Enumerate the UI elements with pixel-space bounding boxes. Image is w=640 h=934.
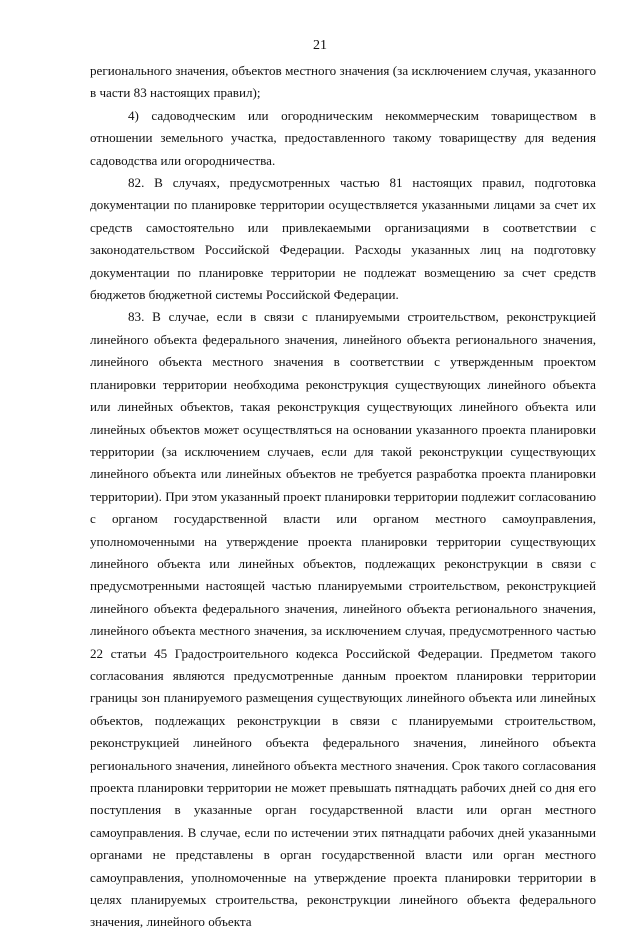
paragraph-83: 83. В случае, если в связи с планируемыми строительством, реконструкцией линейного объекта федерального значения, линейного объекта регионального значения, линейного объекта местного значения в соответствии с утвержденным проектом планировки территории необходима реконструкция существующих линейного объекта или линейных объектов, такая реконструкция существующих линейного объекта или линейных объектов может осуществляться на основании указанного проекта планировки территории (за исключением случаев, если для такой реконструкции существующих линейного объекта или линейных объектов не требуется разработка проекта планировки территории). При этом указанный проект планировки территории подлежит согласованию с органом государственной власти или органом местного самоуправления, уполномоченными на утверждение проекта планировки территории существующих линейного объекта или линейных объектов, подлежащих реконструкции в связи с предусмотренными настоящей частью планируемыми строительством, реконструкцией линейного объекта федерального значения, линейного объекта регионального значения, линейного объекта местного значения, за исключением случая, предусмотренного частью 22 статьи 45 Градостроительного кодекса Российской Федерации. Предметом такого согласования являются предусмотренные данным проектом планировки территории границы зон планируемого размещения существующих линейного объекта или линейных объектов, подлежащих реконструкции в связи с планируемыми строительством, реконструкцией линейного объекта федерального значения, линейного объекта регионального значения, линейного объекта местного значения. Срок такого согласования проекта планировки территории не может превышать пятнадцать рабочих дней со дня его поступления в указанные орган государственной власти или орган местного самоуправления. В случае, если по истечении этих пятнадцати рабочих дней указанными органами не представлены в орган государственной власти или орган местного самоуправления, уполномоченные на утверждение проекта планировки территории в целях планируемых строительства, реконструкции линейного объекта федерального значения, линейного объекта xyxy=(90,309,596,930)
page-number: 21 xyxy=(313,38,327,53)
paragraph-continuation: регионального значения, объектов местного значения (за исключением случая, указанного в части 83 настоящих правил); xyxy=(90,63,596,101)
paragraph-item-4: 4) садоводческим или огородническим некоммерческим товариществом в отношении земельного участка, предоставленного такому товариществу для ведения садоводства или огородничества. xyxy=(90,107,596,168)
document-body xyxy=(90,60,596,934)
paragraph-82: 82. В случаях, предусмотренных частью 81 настоящих правил, подготовка документации по планировке территории осуществляется указанными лицами за счет их средств самостоятельно или привлекаемыми организациями в соответствии с законодательством Российской Федерации. Расходы указанных лиц на подготовку документации по планировке территории не подлежат возмещению за счет средств бюджетов бюджетной системы Российской Федерации. xyxy=(90,175,596,303)
